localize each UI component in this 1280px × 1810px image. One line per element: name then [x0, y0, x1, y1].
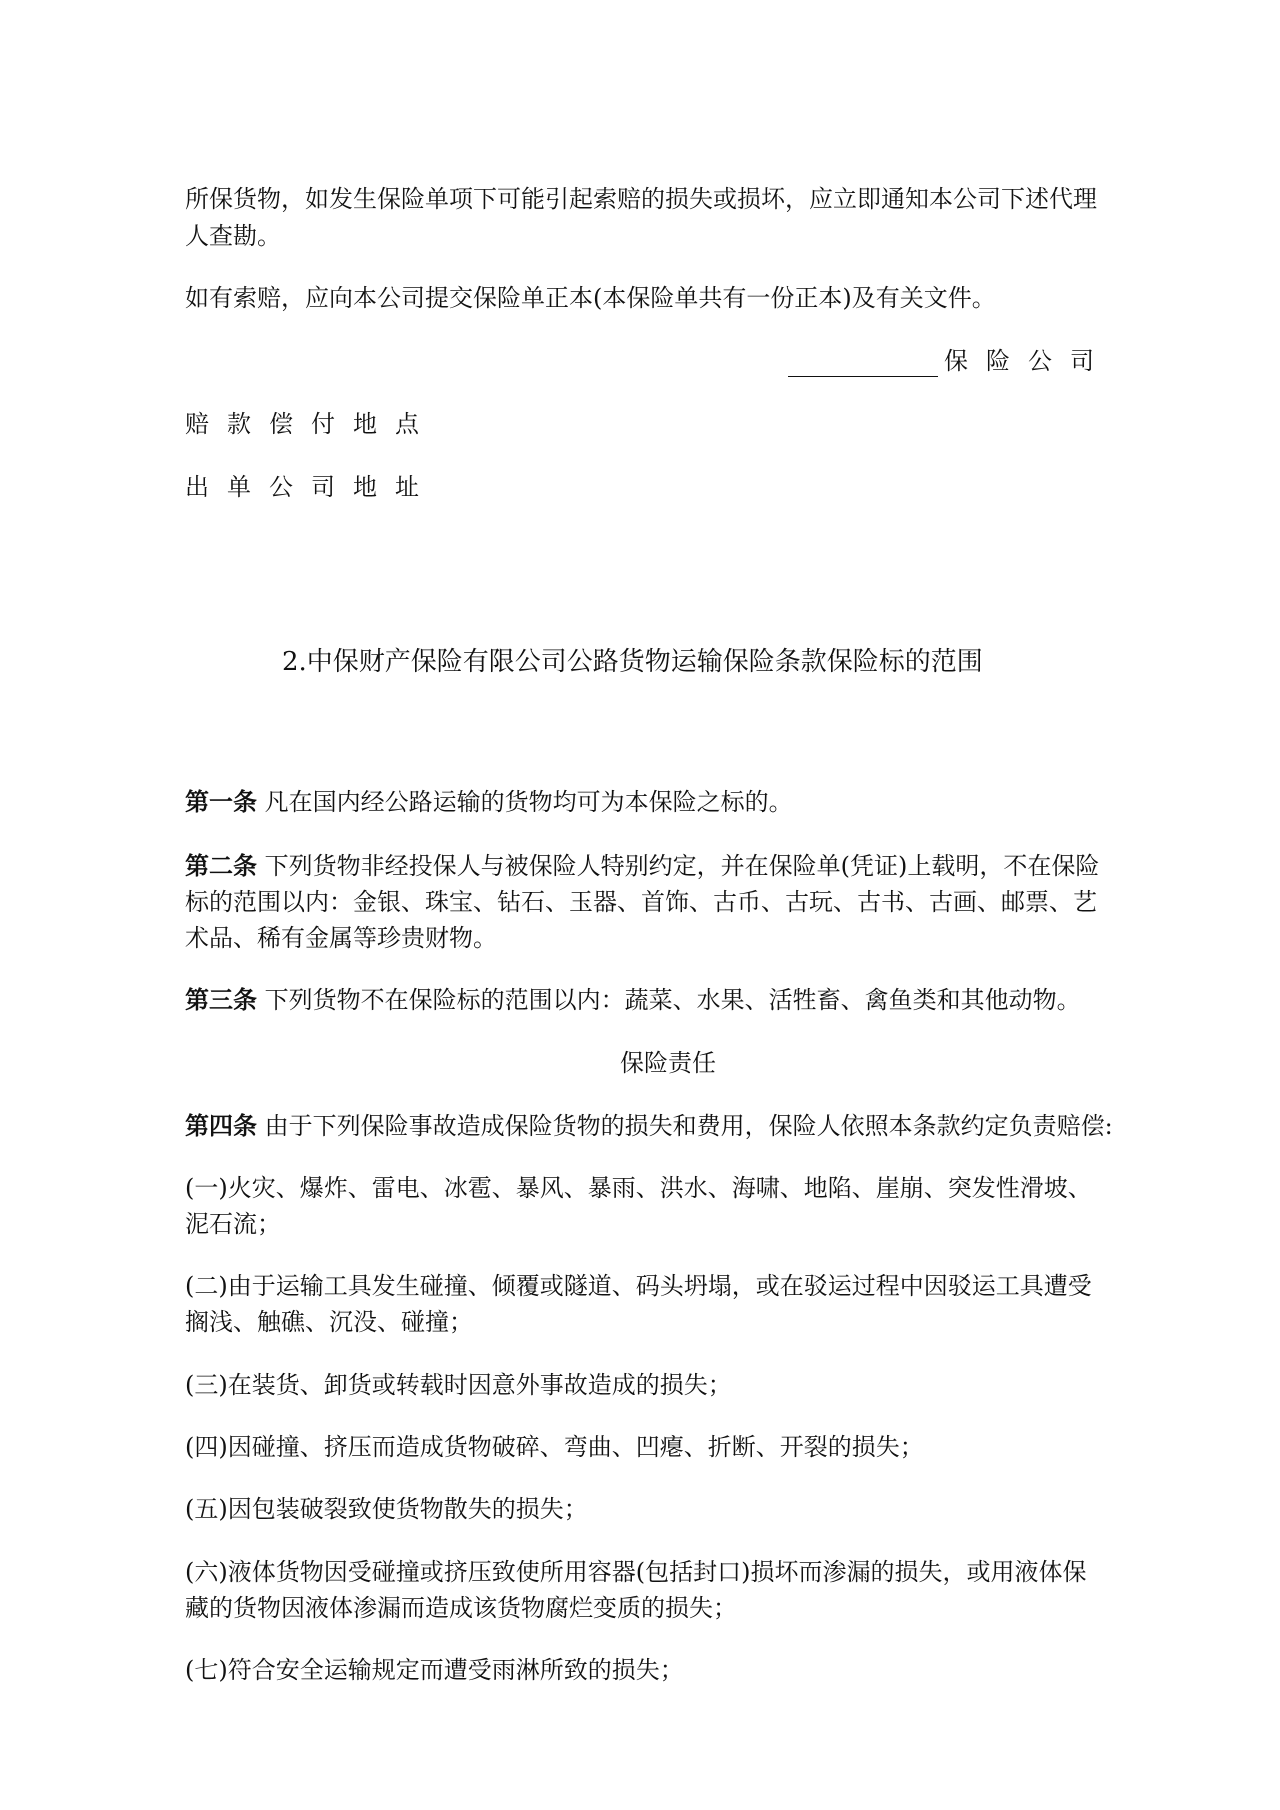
article-2-text-1: 下列货物非经投保人与被保险人特别约定，并在保险单(凭证)上载明，不在保险: [264, 852, 1100, 880]
company-label: 保险公司: [944, 347, 1112, 375]
section-title: 2.中保财产保险有限公司公路货物运输保险条款保险标的范围: [282, 647, 983, 677]
item-6-line-2: 藏的货物因液体渗漏而造成该货物腐烂变质的损失；: [185, 1594, 737, 1622]
article-2-line-1: [185, 850, 1099, 882]
article-1-label: 第一条: [185, 788, 257, 816]
item-5: (五)因包装破裂致使货物散失的损失；: [185, 1495, 588, 1523]
notice-line-1: 所保货物，如发生保险单项下可能引起索赔的损失或损坏，应立即通知本公司下述代理: [185, 185, 1097, 213]
article-3: [185, 984, 1081, 1016]
article-1-text: 凡在国内经公路运输的货物均可为本保险之标的。: [264, 788, 793, 816]
item-2-line-2: 搁浅、触礁、沉没、碰撞；: [185, 1308, 473, 1336]
article-3-label: 第三条: [185, 986, 257, 1014]
notice-line-3: 如有索赔，应向本公司提交保险单正本(本保险单共有一份正本)及有关文件。: [185, 284, 996, 312]
item-2-line-1: (二)由于运输工具发生碰撞、倾覆或隧道、码头坍塌，或在驳运过程中因驳运工具遭受: [185, 1272, 1092, 1300]
signature-line: [788, 345, 1112, 377]
issuer-address-label: 出单公司地址: [185, 473, 437, 501]
item-7: (七)符合安全运输规定而遭受雨淋所致的损失；: [185, 1656, 684, 1684]
article-2-label: 第二条: [185, 852, 257, 880]
article-4: [185, 1110, 1113, 1142]
notice-line-2: 人查勘。: [185, 222, 281, 250]
article-2-line-3: 术品、稀有金属等珍贵财物。: [185, 924, 497, 952]
article-2-line-2: 标的范围以内：金银、珠宝、钻石、玉器、首饰、古币、古玩、古书、古画、邮票、艺: [185, 888, 1097, 916]
article-4-label: 第四条: [185, 1112, 257, 1140]
item-1-line-1: (一)火灾、爆炸、雷电、冰雹、暴风、暴雨、洪水、海啸、地陷、崖崩、突发性滑坡、: [185, 1174, 1092, 1202]
item-3: (三)在装货、卸货或转载时因意外事故造成的损失；: [185, 1371, 732, 1399]
item-1-line-2: 泥石流；: [185, 1210, 281, 1238]
article-1: [185, 786, 793, 818]
company-name-blank: [788, 352, 938, 377]
article-3-text: 下列货物不在保险标的范围以内：蔬菜、水果、活牲畜、禽鱼类和其他动物。: [264, 986, 1081, 1014]
article-4-text: 由于下列保险事故造成保险货物的损失和费用，保险人依照本条款约定负责赔偿:: [264, 1112, 1113, 1140]
item-4: (四)因碰撞、挤压而造成货物破碎、弯曲、凹瘪、折断、开裂的损失；: [185, 1433, 924, 1461]
item-6-line-1: (六)液体货物因受碰撞或挤压致使所用容器(包括封口)损坏而渗漏的损失，或用液体保: [185, 1558, 1087, 1586]
claim-place-label: 赔款偿付地点: [185, 410, 437, 438]
liability-heading: 保险责任: [620, 1049, 716, 1077]
